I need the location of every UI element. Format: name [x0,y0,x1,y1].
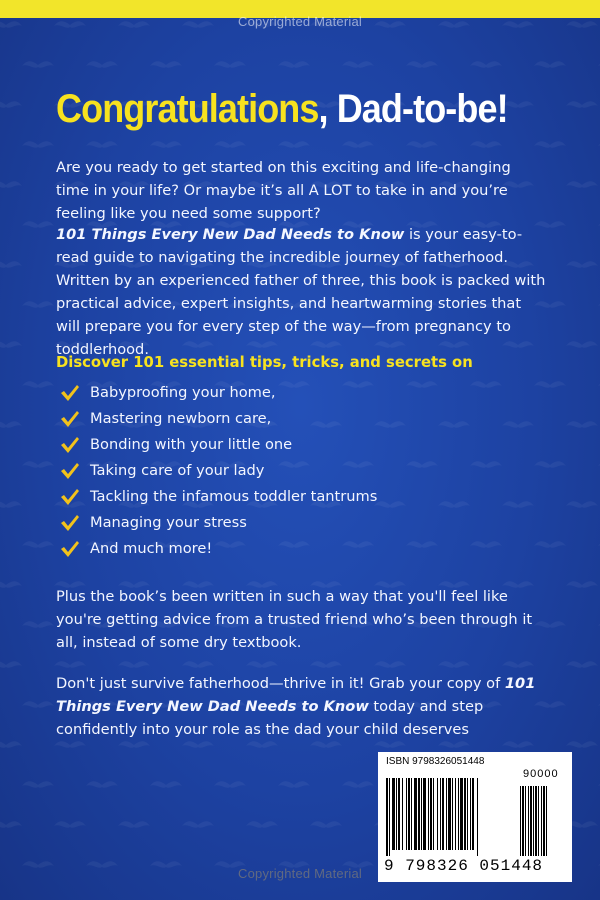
friend-paragraph: Plus the book’s been written in such a way that you'll feel like you're getting advice from a trusted friend who’s been through it all, instead of some dry textbook. [56,588,533,651]
barcode-bars-icon [386,778,566,858]
price-code: 90000 [523,768,559,780]
watermark-bottom: Copyrighted Material [238,866,362,881]
yellow-checkmark-icon [60,410,80,428]
tip-item [60,536,377,562]
closing-text-start: Don't just survive fatherhood—thrive in it! Grab your copy of [56,675,505,692]
headline-rest: , Dad-to-be! [318,87,508,131]
book-title: 101 Things Every New Dad Needs to Know [56,226,405,243]
closing-book-title: 101 Things Every New Dad Needs to Know [56,675,536,715]
tip-text: Taking care of your lady [90,462,265,479]
tip-item [60,406,377,432]
yellow-checkmark-icon [60,540,80,558]
intro-paragraph: Are you ready to get started on this exciting and life-changing time in your life? Or maybe it’s all A LOT to take in and you’re feeling like you need some support? [56,159,511,222]
tip-item [60,510,377,536]
closing-text-end: today and step confidently into your role as the dad your child deserves [56,698,484,738]
yellow-checkmark-icon [60,462,80,480]
description-text: is your easy-to-read guide to navigating the incredible journey of fatherhood. Written by an experienced father of three, this book is packed with practical advice, expert insights, and heartwarming stories that will prepare you for every step of the way—from pregnancy to toddlerhood. [56,226,546,358]
tip-text: Babyproofing your home, [90,384,276,401]
tip-text: Bonding with your little one [90,436,293,453]
yellow-checkmark-icon [60,514,80,532]
tip-text: And much more! [90,540,213,557]
yellow-checkmark-icon [60,436,80,454]
tip-item [60,458,377,484]
tip-text: Tackling the infamous toddler tantrums [90,488,378,505]
barcode-box [378,752,572,882]
closing-paragraph [56,672,548,741]
description-paragraph [56,223,548,361]
yellow-checkmark-icon [60,384,80,402]
tip-item [60,380,377,406]
headline [56,86,524,132]
tip-text: Managing your stress [90,514,247,531]
yellow-checkmark-icon [60,488,80,506]
tips-list [60,380,377,562]
barcode-digits: 9 798326 051448 [384,857,544,875]
tip-item [60,432,377,458]
tip-item [60,484,377,510]
tip-text: Mastering newborn care, [90,410,272,427]
watermark-top: Copyrighted Material [238,14,362,29]
discover-heading: Discover 101 essential tips, tricks, and secrets on [56,354,473,371]
isbn-label: ISBN 9798326051448 [386,756,485,767]
headline-highlight: Congratulations [56,87,319,131]
